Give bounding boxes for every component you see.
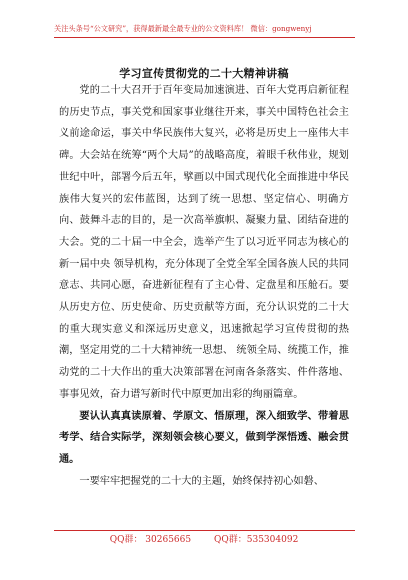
footer-contact (0, 534, 408, 546)
paragraph-first-point: 一要牢牢把握党的二十大的主题，始终保持初心如磐、 (79, 475, 324, 487)
footer-qq-group-1: QQ群： 30265665 (109, 535, 192, 545)
footer-qq-group-2: QQ群：535304092 (214, 535, 299, 545)
header-notice: 关注头条号“公文研究”，获得最新最全最专业的公文资料库！ 微信：gongwenyj (54, 24, 312, 33)
footer-divider (54, 530, 355, 531)
document-title: 学习宣传贯彻党的二十大精神讲稿 (119, 67, 289, 80)
document-body (59, 80, 349, 492)
paragraph-intro: 党的二十大召开于百年变局加速演进、百年大党再启新征程的历史节点，事关党和国家事业继往开来，事关中国特色社会主义前途命运，事关中华民族伟大复兴，必将是历史上一座伟大丰碑。大会站在统筹“两个大局”的战略高度，着眼千秋伟业，规划世纪中叶，部署今后五年，擘画以中国式现代化全面推进中华民族伟大复兴的宏伟蓝图，达到了统一思想、坚定信心、明确方向、鼓舞斗志的目的，是一次高举旗帜、凝聚力量、团结奋进的大会。党的二十届一中全会，选举产生了以习近平同志为核心的新一届中央 领导机构，充分体现了全党全军全国各族人民的共同意志、共同心愿，奋进新征程有了主心骨、定盘星和压舱石。要从历史方位、历史使命、历史贡献等方面，充分认识党的二十大的重大现实意义和深远历史意义，迅速掀起学习宣传贯彻的热潮，坚定用党的二十大精神统一思想、 统领全局、统揽工作，推动党的二十大作出的重大决策部署在河南各条落实、件件落地、事事见效，奋力谱写新时代中原更加出彩的绚丽篇章。 (59, 85, 349, 400)
header-divider (54, 37, 355, 38)
paragraph-study-requirement: 要认认真真读原着、学原文、悟原理，深入细致学、带着思考学、结合实际学，深刻领会核心要义，做到学深悟透、融会贯通。 (59, 409, 349, 465)
